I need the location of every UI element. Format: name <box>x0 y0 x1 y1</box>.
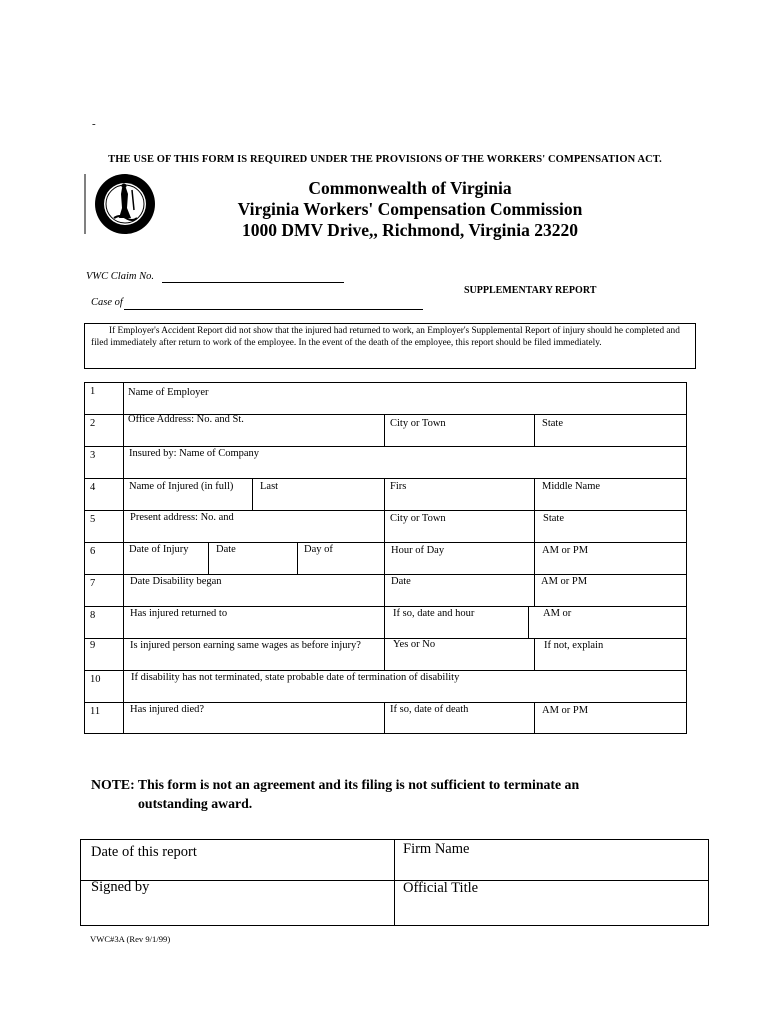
row-number: 3 <box>90 450 96 461</box>
row-number: 10 <box>90 674 101 685</box>
row-number: 1 <box>90 386 96 397</box>
report-table <box>84 382 687 734</box>
injured-middle-name-field[interactable]: Middle Name <box>542 481 601 492</box>
signed-by-field[interactable]: Signed by <box>91 879 150 895</box>
instructions-box: If Employer's Accident Report did not show that the injured had returned to work, an Employer's Supplemental Report of injury should he completed and filed immediately after return to work of the employee. In the event of the death of the employee, this report should be filed immediately. <box>84 323 696 369</box>
row-number: 9 <box>90 640 96 651</box>
returned-to-work-field[interactable]: Has injured returned to <box>130 608 228 619</box>
legal-notice: THE USE OF THIS FORM IS REQUIRED UNDER THE PROVISIONS OF THE WORKERS' COMPENSATION ACT. <box>108 154 662 165</box>
row-number: 6 <box>90 546 96 557</box>
claim-number-field[interactable] <box>162 282 344 283</box>
termination-date-field[interactable]: If disability has not terminated, state probable date of termination of disability <box>131 672 460 683</box>
date-of-injury-label: Date of Injury <box>129 544 189 555</box>
present-city-field[interactable]: City or Town <box>390 513 446 524</box>
stray-mark: - <box>92 118 96 130</box>
wages-explain-field[interactable]: If not, explain <box>544 640 604 651</box>
insurer-field[interactable]: Insured by: Name of Company <box>129 448 260 459</box>
office-state-field[interactable]: State <box>542 418 563 429</box>
form-number: VWC#3A (Rev 9/1/99) <box>90 934 171 944</box>
header-commission: Virginia Workers' Compensation Commission <box>237 199 583 219</box>
same-wages-label: Is injured person earning same wages as before injury? <box>130 640 361 651</box>
note-line-2: outstanding award. <box>138 796 253 811</box>
injury-day-field[interactable]: Day of <box>304 544 333 555</box>
injured-last-name-field[interactable]: Last <box>260 481 279 492</box>
injury-hour-field[interactable]: Hour of Day <box>391 545 445 556</box>
injury-ampm-field[interactable]: AM or PM <box>542 545 589 556</box>
state-seal <box>84 172 158 236</box>
disability-date-field[interactable]: Date <box>391 576 411 587</box>
row-number: 11 <box>90 706 101 717</box>
injury-date-field[interactable]: Date <box>216 544 236 555</box>
report-type: SUPPLEMENTARY REPORT <box>464 285 597 296</box>
claim-number-label: VWC Claim No. <box>86 271 154 282</box>
header-address: 1000 DMV Drive,, Richmond, Virginia 23220 <box>241 220 579 240</box>
header-commonwealth: Commonwealth of Virginia <box>308 178 512 198</box>
present-address-field[interactable]: Present address: No. and <box>130 512 234 523</box>
same-wages-yesno-field[interactable]: Yes or No <box>393 639 436 650</box>
return-ampm-field[interactable]: AM or <box>543 608 572 619</box>
official-title-field[interactable]: Official Title <box>403 880 479 896</box>
case-of-field[interactable] <box>124 309 423 310</box>
note-line-1: NOTE: This form is not an agreement and its filing is not sufficient to terminate an <box>91 777 580 792</box>
disability-began-label: Date Disability began <box>130 576 222 587</box>
note <box>91 775 579 813</box>
row-number: 2 <box>90 418 96 429</box>
death-ampm-field[interactable]: AM or PM <box>542 705 589 716</box>
death-date-field[interactable]: If so, date of death <box>390 704 469 715</box>
injured-died-field[interactable]: Has injured died? <box>130 704 205 715</box>
firm-name-field[interactable]: Firm Name <box>403 841 470 857</box>
employer-name-field[interactable]: Name of Employer <box>128 387 209 398</box>
report-date-field[interactable]: Date of this report <box>91 844 197 860</box>
injured-first-name-field[interactable]: Firs <box>390 481 407 492</box>
row-number: 8 <box>90 610 96 621</box>
disability-ampm-field[interactable]: AM or PM <box>541 576 588 587</box>
row-number: 7 <box>90 578 96 589</box>
office-address-field[interactable]: Office Address: No. and St. <box>128 414 244 425</box>
case-of-label: Case of <box>91 297 123 308</box>
virginia-seal-icon <box>84 172 158 236</box>
return-date-hour-field[interactable]: If so, date and hour <box>393 608 475 619</box>
office-city-field[interactable]: City or Town <box>390 418 446 429</box>
present-state-field[interactable]: State <box>543 513 564 524</box>
row-number: 5 <box>90 514 96 525</box>
row-number: 4 <box>90 482 96 493</box>
injured-name-label: Name of Injured (in full) <box>129 481 234 492</box>
signature-box <box>80 839 709 926</box>
